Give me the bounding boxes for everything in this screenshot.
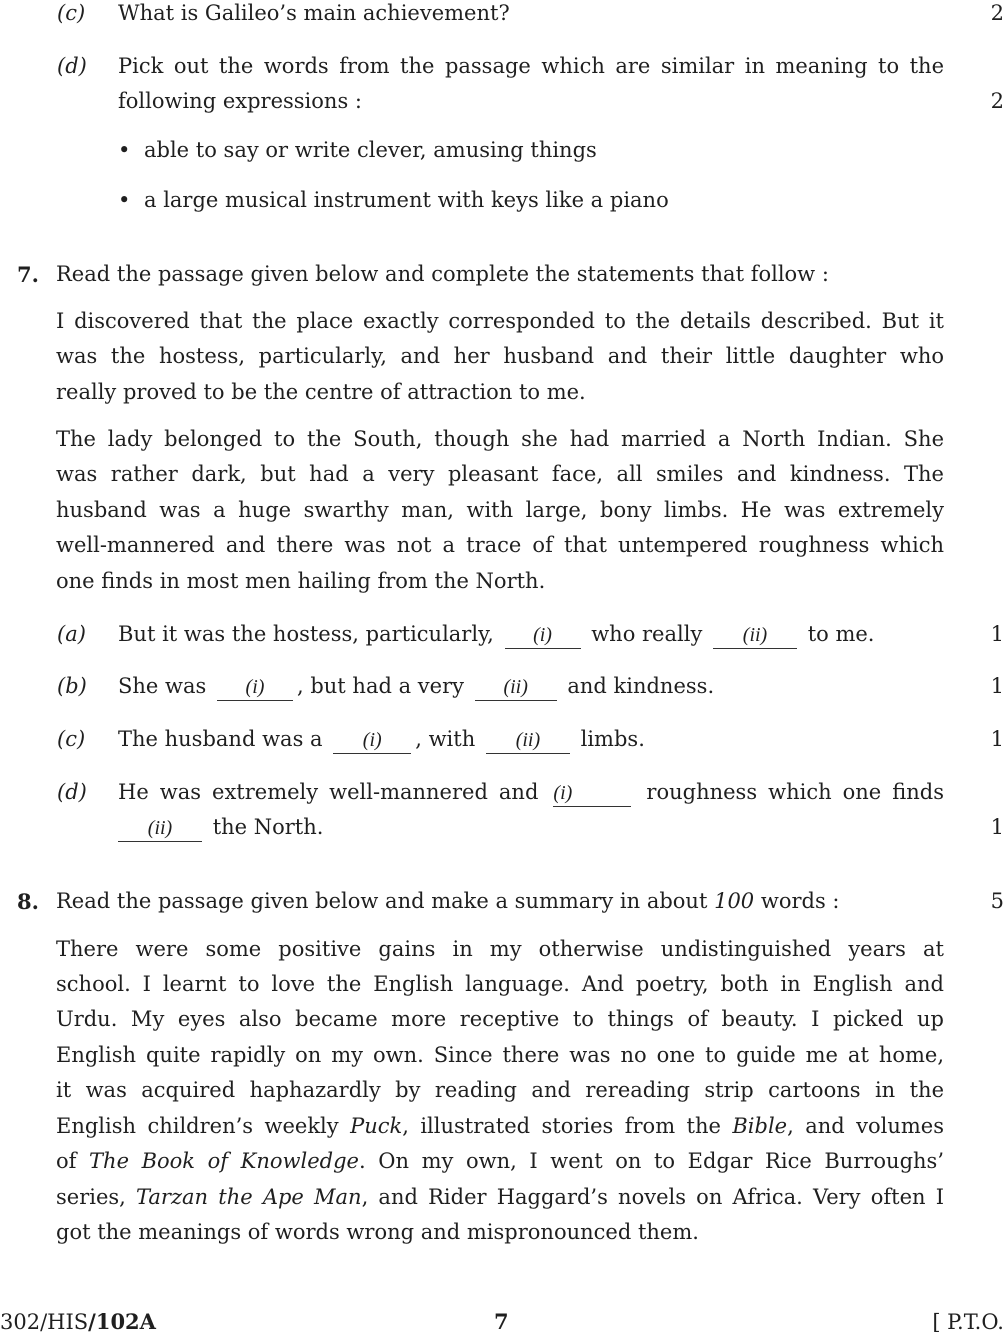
footer-paper-code: 302/HIS/102A [0,1309,156,1334]
q7d-marks: 1 [990,815,1004,839]
q6c-marks: 2 [990,1,1004,25]
q7b-marks: 1 [990,674,1004,698]
blank-i: (i) [333,726,411,754]
q7b-statement: She was (i) , but had a very (ii) and kindness. [118,669,714,704]
q7d-statement-line2: (ii) the North. [118,810,323,845]
bullet-icon: • [118,138,131,162]
blank-ii: (ii) [475,673,557,701]
q7-para1-line1: I discovered that the place exactly corresponded to the details described. But it [56,309,944,333]
q7-para1-line2: was the hostess, particularly, and her husband and their little daughter who [56,344,944,368]
q7-para1-line3: really proved to be the centre of attraction to me. [56,380,586,404]
q6d-line1: Pick out the words from the passage which are similar in meaning to the [118,54,944,78]
q7c-label: (c) [57,727,86,751]
q7a-marks: 1 [990,622,1004,646]
q7a-statement: But it was the hostess, particularly, (i) who really (ii) to me. [118,617,874,652]
q6d-bullet-1: • able to say or write clever, amusing things [118,133,597,168]
q8-line8: series, Tarzan the Ape Man, and Rider Haggard’s novels on Africa. Very often I [56,1185,944,1209]
footer-page-number: 7 [494,1309,509,1334]
q8-prompt: Read the passage given below and make a summary in about 100 words : [56,889,840,913]
q8-line3: Urdu. My eyes also became more receptive to things of beauty. I picked up [56,1007,944,1031]
q6d-marks: 2 [990,89,1004,113]
q7d-statement-line1: He was extremely well-mannered and (i) roughness which one finds [118,775,944,810]
q8-line5: it was acquired haphazardly by reading and rereading strip cartoons in the [56,1078,944,1102]
q6c-label: (c) [57,1,86,25]
q8-marks: 5 [990,889,1004,913]
q7-para2-line5: one finds in most men hailing from the North. [56,569,546,593]
q8-line2: school. I learnt to love the English language. And poetry, both in English and [56,972,944,996]
footer-pto: [ P.T.O. [932,1310,1004,1334]
q8-line4: English quite rapidly on my own. Since there was no one to guide me at home, [56,1043,944,1067]
q6d-line2: following expressions : [118,89,362,113]
q7-prompt: Read the passage given below and complete the statements that follow : [56,262,829,286]
q7-number: 7. [17,262,39,287]
q7a-label: (a) [57,622,86,646]
blank-i: (i) [505,621,581,649]
q8-number: 8. [17,889,39,914]
bullet-icon: • [118,188,131,212]
q7b-label: (b) [57,674,87,698]
q7d-label: (d) [57,780,87,804]
q7c-statement: The husband was a (i) , with (ii) limbs. [118,722,645,757]
blank-ii: (ii) [486,726,570,754]
blank-ii: (ii) [713,621,797,649]
q7c-marks: 1 [990,727,1004,751]
q8-line9: got the meanings of words wrong and mispronounced them. [56,1220,699,1244]
q6d-label: (d) [57,54,87,78]
q8-line7: of The Book of Knowledge. On my own, I went on to Edgar Rice Burroughs’ [56,1149,944,1173]
blank-i: (i) [217,673,293,701]
q7-para2-line1: The lady belonged to the South, though she had married a North Indian. She [56,427,944,451]
q7-para2-line4: well-mannered and there was not a trace of that untempered roughness which [56,533,944,557]
q8-line1: There were some positive gains in my otherwise undistinguished years at [56,937,944,961]
q7-para2-line2: was rather dark, but had a very pleasant face, all smiles and kindness. The [56,462,944,486]
q8-line6: English children’s weekly Puck, illustrated stories from the Bible, and volumes [56,1114,945,1138]
blank-i: (i) [553,779,631,807]
q7-para2-line3: husband was a huge swarthy man, with large, bony limbs. He was extremely [56,498,944,522]
q6d-bullet-2: • a large musical instrument with keys like a piano [118,183,669,218]
q6c-text: What is Galileo’s main achievement? [118,1,510,25]
blank-ii: (ii) [118,814,202,842]
